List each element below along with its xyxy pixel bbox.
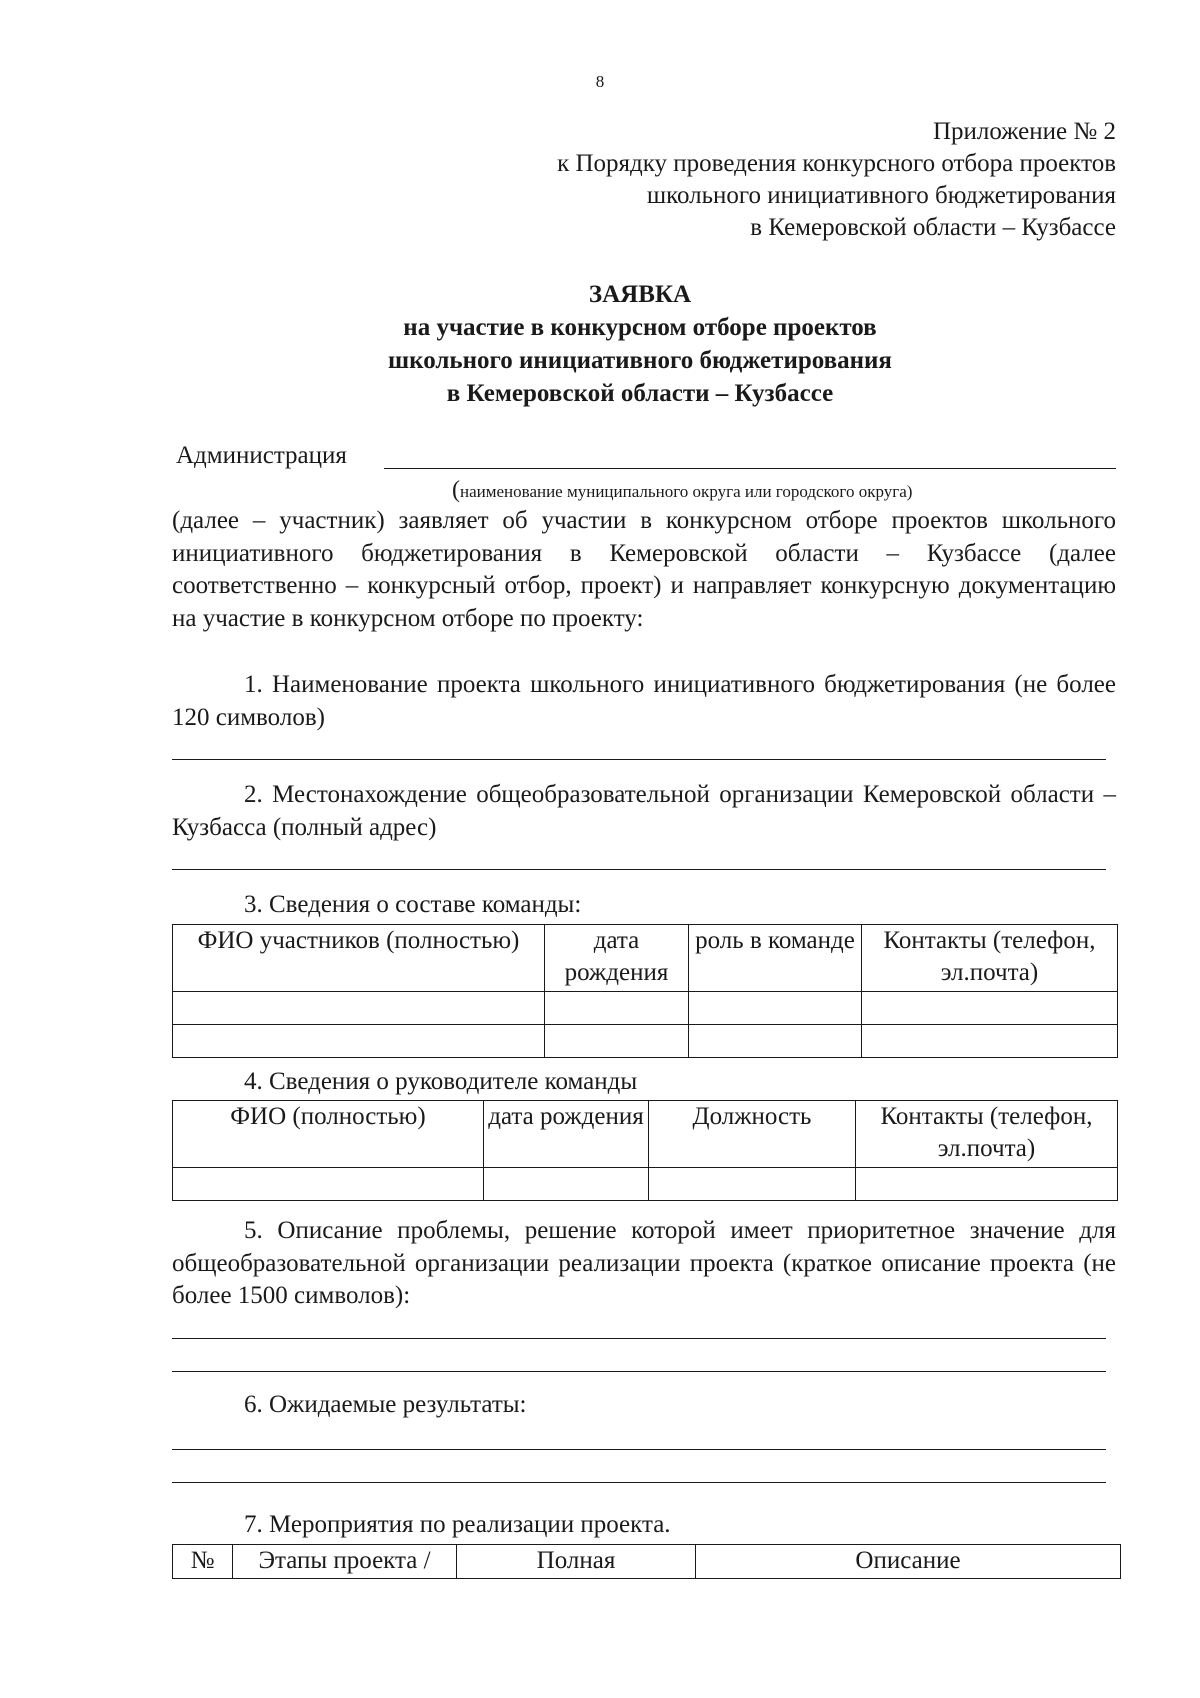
section-5-answer-line: [172, 1371, 1106, 1372]
activities-table: [172, 1544, 1121, 1579]
section-5-text: 5. Описание проблемы, решение которой имеет приоритетное значение для общеобразовательной организации реализации проекта (краткое описание проекта (не более 1500 символов):: [172, 1217, 1116, 1309]
administration-field-line: [384, 468, 1116, 469]
team-header-birthdate: дата рождения: [545, 925, 689, 992]
leader-table: [172, 1100, 1118, 1201]
table-cell[interactable]: [173, 992, 545, 1025]
title-line: в Кемеровской области – Кузбассе: [446, 380, 834, 407]
leader-header-position: Должность: [649, 1101, 856, 1168]
section-1-answer-line: [172, 759, 1106, 760]
activities-header-stages: Этапы проекта /: [233, 1545, 457, 1579]
table-cell[interactable]: [173, 1168, 484, 1201]
annex-line: школьного инициативного бюджетирования: [646, 182, 1116, 209]
hint-paren: (: [452, 477, 460, 503]
section-6-answer-line: [172, 1449, 1106, 1450]
table-cell[interactable]: [545, 1025, 689, 1058]
leader-header-name: ФИО (полностью): [173, 1101, 484, 1168]
activities-header-description: Описание: [696, 1545, 1121, 1579]
title-line: школьного инициативного бюджетирования: [388, 347, 892, 374]
annex-line: к Порядку проведения конкурсного отбора проектов: [557, 150, 1116, 177]
section-7-title: 7. Мероприятия по реализации проекта.: [244, 1511, 671, 1538]
table-row: [173, 1168, 1118, 1201]
table-cell[interactable]: [862, 1025, 1118, 1058]
hint-text: наименование муниципального округа или городского округа): [460, 482, 913, 501]
table-cell[interactable]: [484, 1168, 649, 1201]
activities-header-number: №: [173, 1545, 233, 1579]
team-header-name: ФИО участников (полностью): [173, 925, 545, 992]
section-5-answer-line: [172, 1338, 1106, 1339]
administration-hint: [452, 478, 912, 504]
table-cell[interactable]: [689, 1025, 862, 1058]
title-line: ЗАЯВКА: [588, 281, 692, 308]
section-2-answer-line: [172, 869, 1106, 870]
table-cell[interactable]: [649, 1168, 856, 1201]
team-table: [172, 924, 1118, 1058]
section-4-title: 4. Сведения о руководителе команды: [244, 1068, 638, 1095]
leader-header-contacts: Контакты (телефон, эл.почта): [856, 1101, 1118, 1168]
administration-label: Администрация: [176, 442, 347, 469]
section-6-title: 6. Ожидаемые результаты:: [244, 1391, 527, 1418]
page-number: 8: [595, 72, 605, 91]
section-6-answer-line: [172, 1482, 1106, 1483]
table-row: [173, 1025, 1118, 1058]
table-cell[interactable]: [862, 992, 1118, 1025]
annex-line: Приложение № 2: [932, 118, 1116, 145]
table-cell[interactable]: [545, 992, 689, 1025]
document-title: [160, 278, 1120, 410]
title-line: на участие в конкурсном отборе проектов: [403, 314, 877, 341]
team-header-role: роль в команде: [689, 925, 862, 992]
section-3-title: 3. Сведения о составе команды:: [244, 891, 582, 918]
table-cell[interactable]: [173, 1025, 545, 1058]
section-2-text: 2. Местонахождение общеобразовательной организации Кемеровской области – Кузбасса (полный адрес): [172, 781, 1116, 841]
team-header-contacts: Контакты (телефон, эл.почта): [862, 925, 1118, 992]
annex-line: в Кемеровской области – Кузбассе: [750, 214, 1116, 241]
table-cell[interactable]: [856, 1168, 1118, 1201]
annex-block: [430, 116, 1116, 244]
activities-header-full: Полная: [457, 1545, 696, 1579]
intro-paragraph: (далее – участник) заявляет об участии в конкурсном отборе проектов школьного инициативного бюджетирования в Кемеровской области – Кузбассе (далее соответственно – конкурсный отбор, проект) и направляет конкурсную документацию на участие в конкурсном отборе по проекту:: [172, 507, 1116, 632]
section-1-text: 1. Наименование проекта школьного инициативного бюджетирования (не более 120 символов): [172, 671, 1116, 731]
table-row: [173, 992, 1118, 1025]
table-cell[interactable]: [689, 992, 862, 1025]
leader-header-birthdate: дата рождения: [484, 1101, 649, 1168]
